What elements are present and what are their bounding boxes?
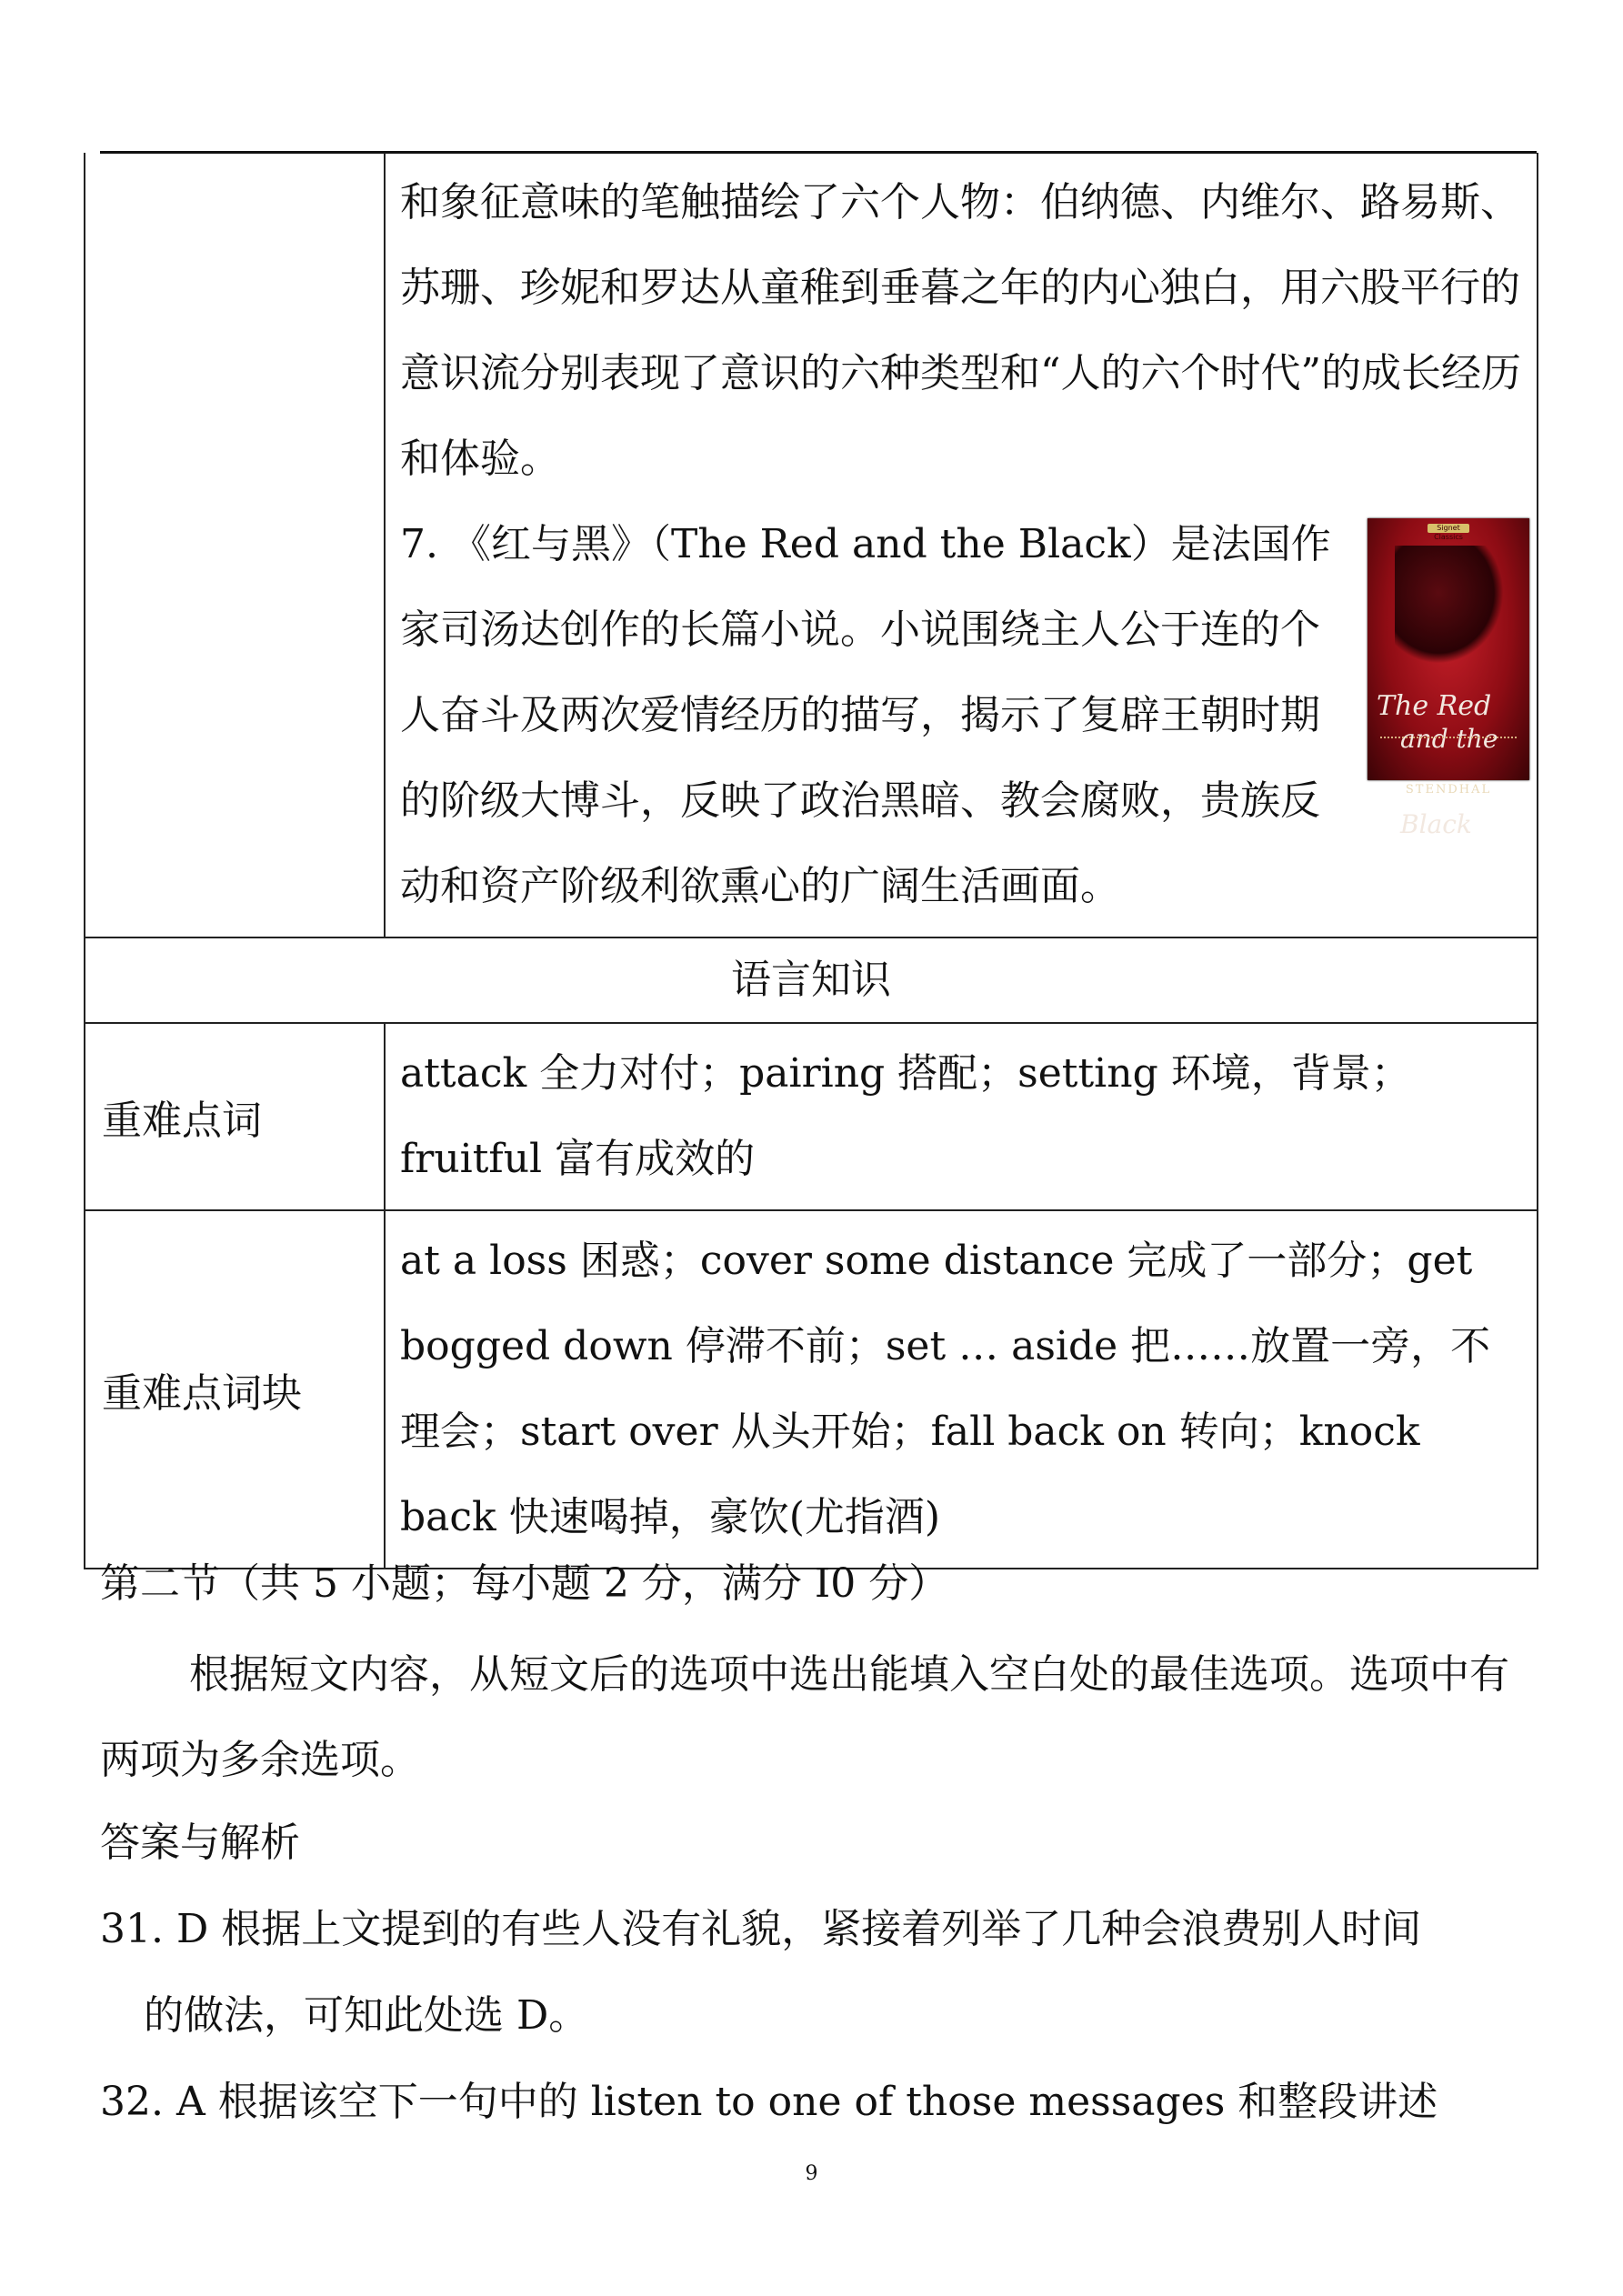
vocab-content: attack 全力对付；pairing 搭配；setting 环境，背景；fruitful 富有成效的 — [385, 1023, 1538, 1210]
publisher-badge: Signet Classics — [1428, 524, 1469, 533]
literature-table — [84, 153, 1538, 1569]
cover-title-line2: and the Black — [1400, 724, 1498, 839]
answer-31-line2: 的做法，可知此处选 D。 — [144, 1992, 589, 2039]
vocab-label: 重难点词 — [85, 1023, 385, 1210]
table-row-vocab — [85, 1023, 1538, 1210]
section2-instruction: 根据短文内容，从短文后的选项中选出能填入空白处的最佳选项。选项中有两项为多余选项。 — [100, 1651, 1509, 1783]
item7-block — [400, 502, 1524, 929]
answer-32-line1: 32. A 根据该空下一句中的 listen to one of those messages 和整段讲述 — [100, 2079, 1438, 2125]
table-row-section-header — [85, 937, 1538, 1023]
intro-paragraph: 和象征意味的笔触描绘了六个人物：伯纳德、内维尔、路易斯、苏珊、珍妮和罗达从童稚到垂暮之年的内心独白，用六股平行的意识流分别表现了意识的六种类型和“人的六个时代”的成长经历和体验。 — [400, 179, 1521, 482]
table-row-phrases — [85, 1210, 1538, 1569]
empty-label-cell — [85, 153, 385, 937]
book-cover-image — [1368, 518, 1529, 839]
section2-heading: 第二节（共 5 小题；每小题 2 分，满分 I0 分） — [100, 1560, 949, 1607]
answer-31-line1: 31. D 根据上文提到的有些人没有礼貌，紧接着列举了几种会浪费别人时间 — [100, 1906, 1422, 1952]
cover-author: STENDHAL — [1405, 783, 1492, 797]
table-row-literature — [85, 153, 1538, 937]
answer-heading: 答案与解析 — [100, 1820, 300, 1866]
cover-title-line1: The Red — [1377, 690, 1492, 722]
literature-content-cell — [385, 153, 1538, 937]
phrases-content: at a loss 困惑；cover some distance 完成了一部分；get bogged down 停滞不前；set … aside 把……放置一旁，不理会；start over 从头开始；fall back on 转向；knock back 快速喝掉，豪饮(尤指酒) — [385, 1210, 1538, 1569]
cover-divider — [1380, 737, 1517, 740]
cover-illustration — [1395, 546, 1504, 664]
phrases-label: 重难点词块 — [85, 1210, 385, 1569]
section-header: 语言知识 — [85, 937, 1538, 1023]
item7-paragraph: 7. 《红与黑》（The Red and the Black）是法国作家司汤达创作的长篇小说。小说围绕主人公于连的个人奋斗及两次爱情经历的描写，揭示了复辟王朝时期的阶级大博斗，反映了政治黑暗、教会腐败，贵族反动和资产阶级利欲熏心的广阔生活画面。 — [400, 521, 1331, 909]
page-number: 9 — [805, 2162, 818, 2185]
